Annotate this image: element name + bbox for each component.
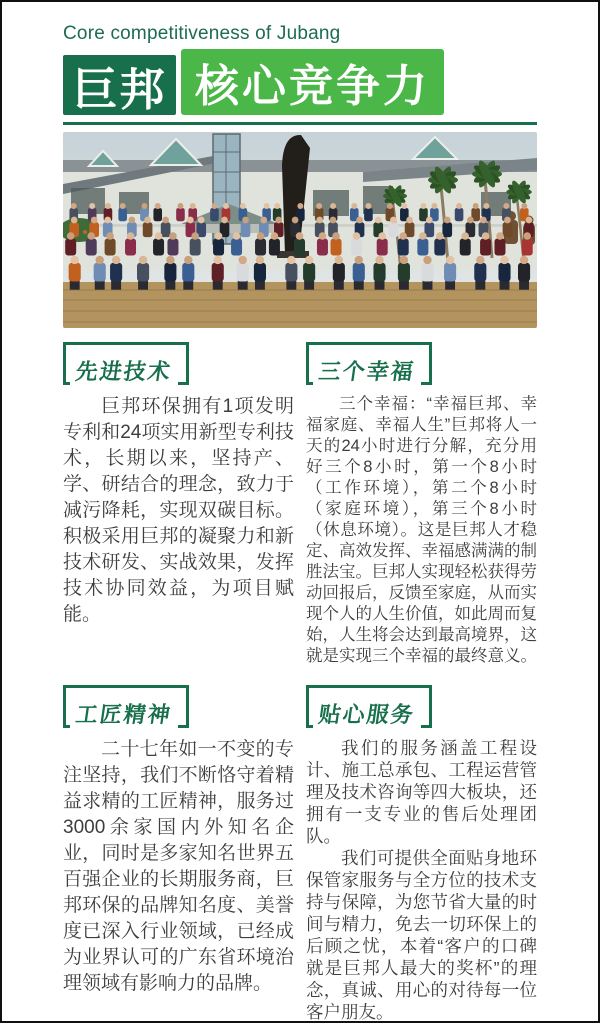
- paragraph: 三个幸福：“幸福巨邦、幸福家庭、幸福人生”巨邦将人一天的24小时进行分解，充分用好三个8小时，第一个8小时（工作环境），第二个8小时（家庭环境），第三个8小时（休息环境）。这是巨邦人才稳定、高效发挥、幸福感满满的制胜法宝。巨邦人实现轻松获得劳动回报后，反馈至家庭，从而实现个人的人生价值，如此周而复始，人生将会达到最高境界，这就是实现三个幸福的最终意义。: [306, 395, 537, 665]
- section-title: 工匠精神: [70, 697, 178, 731]
- divider-line: [63, 122, 537, 125]
- section-header-three-happiness: [306, 342, 537, 388]
- section-body-three-happiness: [306, 394, 537, 667]
- paragraph: 我们可提供全面贴身地环保管家服务与全方位的技术支持与保障，为您节省大量的时间与精力，免去一切环保上的后顾之忧，本着“客户的口碑就是巨邦人最大的奖杯”的理念，真诚、用心的对待每一位客户朋友。: [306, 848, 537, 1022]
- paragraph: 我们的服务涵盖工程设计、施工总承包、工程运营管理及技术咨询等四大板块，还拥有一支专业的售后处理团队。: [306, 738, 537, 846]
- section-body-craftsman-spirit: [63, 737, 294, 1023]
- section-title: 贴心服务: [313, 697, 421, 731]
- content-area: [2, 2, 598, 1023]
- section-header-attentive-service: [306, 685, 537, 731]
- section-body-attentive-service: [306, 737, 537, 1023]
- eyebrow-title: Core competitiveness of Jubang: [63, 23, 341, 44]
- title-banner: [63, 49, 537, 115]
- section-title: 先进技术: [70, 354, 178, 388]
- paragraph: 二十七年如一不变的专注坚持，我们不断恪守着精益求精的工匠精神，服务过3000余家国内外知名企业，同时是多家知名世界五百强企业的长期服务商，巨邦环保的品牌知名度、美誉度已深入行业领域，已经成为业界认可的广东省环境治理领域有影响力的品牌。: [63, 739, 294, 994]
- section-body-advanced-technology: [63, 394, 294, 667]
- section-title: 三个幸福: [313, 354, 421, 388]
- sections-grid: [63, 328, 537, 1023]
- page-title: 核心竞争力: [181, 49, 444, 115]
- section-header-craftsman-spirit: [63, 685, 294, 731]
- paragraph: 巨邦环保拥有1项发明专利和24项实用新型专利技术，长期以来，坚持产、学、研结合的理念，致力于减污降耗，实现双碳目标。积极采用巨邦的凝聚力和新技术研发、实战效果，发挥技术协同效益，为项目赋能。: [63, 396, 294, 625]
- group-photo: [63, 132, 537, 328]
- section-header-advanced-technology: [63, 342, 294, 388]
- photo-ground: [63, 282, 537, 328]
- brand-badge: 巨邦: [63, 55, 176, 115]
